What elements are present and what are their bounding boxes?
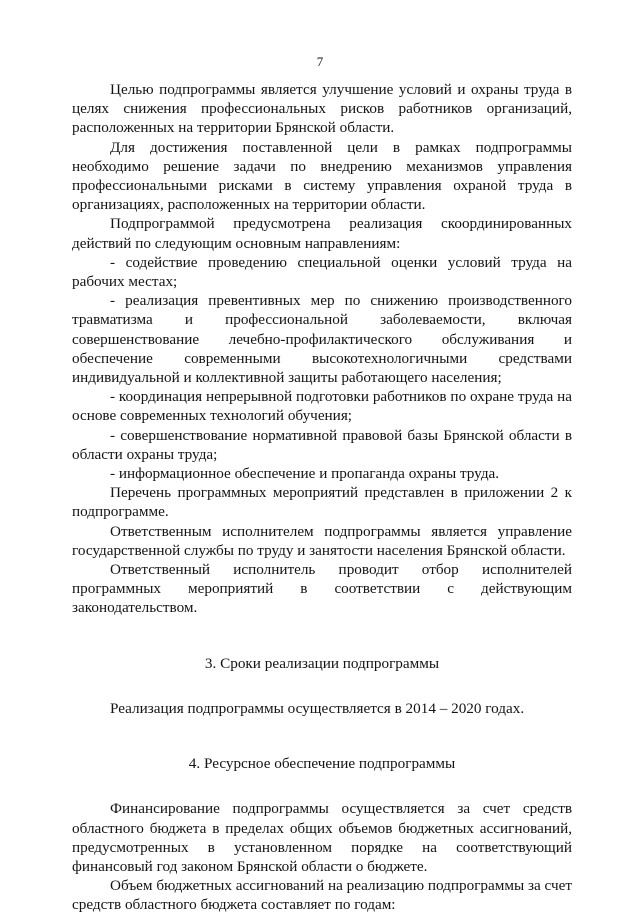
section-4-paragraph-volume: Объем бюджетных ассигнований на реализацию подпрограммы за счет средств областного бюджета составляет по годам: — [72, 877, 572, 914]
list-item-information: - информационное обеспечение и пропаганда охраны труда. — [110, 465, 500, 483]
section-3-text: Реализация подпрограммы осуществляется в 2014 – 2020 годах. — [110, 699, 525, 717]
paragraph-responsible: Ответственным исполнителем подпрограммы является управление государственной службы по труду и занятости населения Брянской области. — [72, 522, 572, 559]
document-body — [72, 80, 572, 915]
list-item-preventive: - реализация превентивных мер по снижению производственного травматизма и профессиональной заболеваемости, включая совершенствование лечебно-профилактического обслуживания и обеспечение современными высокотехнологичными средствами индивидуальной и коллективной защиты работающего населения; — [72, 292, 572, 387]
page-number: 7 — [316, 54, 324, 69]
list-item-assessment: - содействие проведению специальной оценки условий труда на рабочих местах; — [72, 253, 572, 291]
list-item-training: - координация непрерывной подготовки работников по охране труда на основе современных технологий обучения; — [72, 388, 572, 425]
paragraph-actions-intro: Подпрограммой предусмотрена реализация скоординированных действий по следующим основным направлениям: — [72, 215, 572, 252]
paragraph-task: Для достижения поставленной цели в рамках подпрограммы необходимо решение задачи по внедрению механизмов управления профессиональными рисками в систему управления охраной труда в организациях, расположенных на территории области. — [72, 138, 572, 214]
section-3-heading: 3. Сроки реализации подпрограммы — [204, 654, 440, 672]
section-4-paragraph-financing: Финансирование подпрограммы осуществляется за счет средств областного бюджета в пределах общих объемов бюджетных ассигнований, предусмотренных в установленном порядке на соответствующий финансовый год законом Брянской области о бюджете. — [72, 800, 572, 875]
paragraph-goal: Целью подпрограммы является улучшение условий и охраны труда в целях снижения профессиональных рисков работников организаций, расположенных на территории Брянской области. — [72, 81, 572, 137]
paragraph-activities-list: Перечень программных мероприятий представлен в приложении 2 к подпрограмме. — [72, 484, 572, 521]
section-4-heading: 4. Ресурсное обеспечение подпрограммы — [188, 755, 456, 773]
list-item-legal-base: - совершенствование нормативной правовой базы Брянской области в области охраны труда; — [72, 426, 572, 463]
paragraph-selection: Ответственный исполнитель проводит отбор исполнителей программных мероприятий в соответствии с действующим законодательством. — [72, 561, 572, 617]
